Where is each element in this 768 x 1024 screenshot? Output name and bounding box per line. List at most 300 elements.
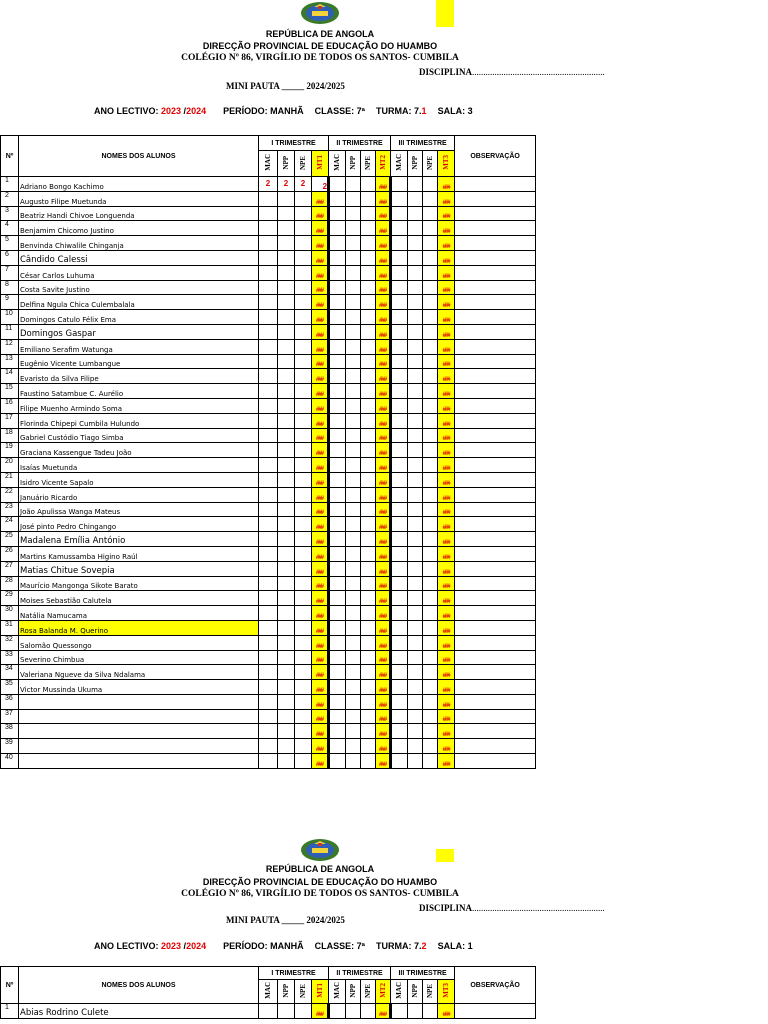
npp-2-cell[interactable] [346,472,361,487]
mac-1-cell[interactable] [259,754,278,769]
npp-1-cell[interactable] [278,591,295,606]
npe-2-cell[interactable] [361,546,376,561]
mt2-cell[interactable]: ### [376,680,391,695]
npe-1-cell[interactable] [295,236,312,251]
mac-2-cell[interactable] [329,724,346,739]
mt2-cell[interactable]: ### [376,606,391,621]
mac-2-cell[interactable] [329,620,346,635]
npp-2-cell[interactable] [346,532,361,547]
mt2-cell[interactable]: ### [376,754,391,769]
npe-1-cell[interactable] [295,561,312,576]
npe-1-cell[interactable] [295,191,312,206]
mac-3-cell[interactable] [391,413,408,428]
npe-3-cell[interactable] [423,739,438,754]
npp-3-cell[interactable] [408,250,423,265]
mt3-cell[interactable]: ### [438,295,455,310]
npe-3-cell[interactable] [423,754,438,769]
mt2-cell[interactable]: ### [376,620,391,635]
npe-1-cell[interactable] [295,620,312,635]
npe-3-cell[interactable] [423,591,438,606]
mt3-cell[interactable]: ### [438,369,455,384]
npe-1-cell[interactable] [295,739,312,754]
observacao-cell[interactable] [455,635,536,650]
observacao-cell[interactable] [455,413,536,428]
npp-3-cell[interactable] [408,739,423,754]
mac-3-cell[interactable] [391,472,408,487]
mt3-cell[interactable]: ### [438,576,455,591]
npp-1-cell[interactable] [278,650,295,665]
mac-1-cell[interactable] [259,546,278,561]
npe-3-cell[interactable] [423,324,438,339]
mac-3-cell[interactable] [391,620,408,635]
mac-1-cell[interactable] [259,428,278,443]
npp-2-cell[interactable] [346,487,361,502]
npp-1-cell[interactable] [278,443,295,458]
mac-3-cell[interactable] [391,517,408,532]
npp-3-cell[interactable] [408,680,423,695]
npe-3-cell[interactable] [423,428,438,443]
mt1-cell[interactable]: ### [312,532,329,547]
npe-2-cell[interactable] [361,369,376,384]
mt3-cell[interactable]: ### [438,502,455,517]
observacao-cell[interactable] [455,354,536,369]
mac-1-cell[interactable]: 2 [259,177,278,192]
npp-2-cell[interactable] [346,428,361,443]
observacao-cell[interactable] [455,487,536,502]
mac-2-cell[interactable] [329,384,346,399]
mt3-cell[interactable]: ### [438,384,455,399]
mt3-cell[interactable]: ### [438,739,455,754]
npe-1-cell[interactable] [295,576,312,591]
observacao-cell[interactable] [455,443,536,458]
npp-1-cell[interactable] [278,487,295,502]
npp-1-cell[interactable] [278,398,295,413]
npp-3-cell[interactable] [408,635,423,650]
mac-1-cell[interactable] [259,413,278,428]
npp-1-cell[interactable] [278,191,295,206]
mac-2-cell[interactable] [329,739,346,754]
mt1-cell[interactable]: ### [312,324,329,339]
npe-1-cell[interactable] [295,665,312,680]
mac-1-cell[interactable] [259,265,278,280]
npe-1-cell[interactable] [295,428,312,443]
mac-3-cell[interactable] [391,324,408,339]
npe-1-cell[interactable] [295,1004,312,1019]
npe-1-cell[interactable] [295,324,312,339]
npp-2-cell[interactable] [346,458,361,473]
mac-3-cell[interactable] [391,724,408,739]
mac-2-cell[interactable] [329,398,346,413]
observacao-cell[interactable] [455,191,536,206]
mt3-cell[interactable]: ### [438,650,455,665]
mac-3-cell[interactable] [391,561,408,576]
npe-3-cell[interactable] [423,472,438,487]
mt2-cell[interactable]: ### [376,221,391,236]
npp-2-cell[interactable] [346,650,361,665]
mac-3-cell[interactable] [391,1004,408,1019]
mt1-cell[interactable]: ### [312,650,329,665]
mac-2-cell[interactable] [329,561,346,576]
observacao-cell[interactable] [455,324,536,339]
npp-3-cell[interactable] [408,280,423,295]
observacao-cell[interactable] [455,458,536,473]
mac-2-cell[interactable] [329,546,346,561]
npp-1-cell[interactable] [278,236,295,251]
npp-2-cell[interactable] [346,310,361,325]
mac-1-cell[interactable] [259,739,278,754]
mt2-cell[interactable]: ### [376,398,391,413]
mt3-cell[interactable]: ### [438,517,455,532]
mac-1-cell[interactable] [259,650,278,665]
observacao-cell[interactable] [455,295,536,310]
mac-1-cell[interactable] [259,324,278,339]
mac-2-cell[interactable] [329,280,346,295]
npe-3-cell[interactable] [423,295,438,310]
mac-1-cell[interactable] [259,517,278,532]
npe-3-cell[interactable] [423,635,438,650]
mac-3-cell[interactable] [391,576,408,591]
npp-3-cell[interactable] [408,546,423,561]
mt3-cell[interactable]: ### [438,635,455,650]
npe-2-cell[interactable] [361,576,376,591]
npe-1-cell[interactable] [295,546,312,561]
npe-1-cell[interactable] [295,369,312,384]
mt1-cell[interactable]: ### [312,724,329,739]
mac-2-cell[interactable] [329,177,346,192]
npp-1-cell[interactable] [278,265,295,280]
npe-3-cell[interactable] [423,694,438,709]
npe-3-cell[interactable] [423,339,438,354]
npe-2-cell[interactable] [361,177,376,192]
mt2-cell[interactable]: ### [376,384,391,399]
npp-3-cell[interactable] [408,650,423,665]
npp-2-cell[interactable] [346,339,361,354]
npp-2-cell[interactable] [346,177,361,192]
npe-2-cell[interactable] [361,635,376,650]
mt1-cell[interactable]: ### [312,502,329,517]
npe-3-cell[interactable] [423,532,438,547]
npp-1-cell[interactable] [278,221,295,236]
npp-3-cell[interactable] [408,694,423,709]
npp-2-cell[interactable] [346,221,361,236]
mt2-cell[interactable]: ### [376,354,391,369]
npp-2-cell[interactable] [346,191,361,206]
npe-1-cell[interactable] [295,517,312,532]
mt3-cell[interactable]: ### [438,443,455,458]
mt3-cell[interactable]: ### [438,680,455,695]
mac-2-cell[interactable] [329,250,346,265]
mac-1-cell[interactable] [259,1004,278,1019]
observacao-cell[interactable] [455,206,536,221]
observacao-cell[interactable] [455,398,536,413]
mt2-cell[interactable]: ### [376,517,391,532]
mac-1-cell[interactable] [259,620,278,635]
mt1-cell[interactable]: ### [312,694,329,709]
mt2-cell[interactable]: ### [376,295,391,310]
npe-2-cell[interactable] [361,458,376,473]
npp-2-cell[interactable] [346,517,361,532]
npp-1-cell[interactable] [278,606,295,621]
npe-3-cell[interactable] [423,502,438,517]
mt2-cell[interactable]: ### [376,694,391,709]
mac-2-cell[interactable] [329,532,346,547]
mt2-cell[interactable]: ### [376,413,391,428]
mac-2-cell[interactable] [329,310,346,325]
npe-3-cell[interactable] [423,665,438,680]
npp-3-cell[interactable] [408,265,423,280]
mac-1-cell[interactable] [259,532,278,547]
mt3-cell[interactable]: ### [438,487,455,502]
npe-1-cell[interactable] [295,250,312,265]
mac-3-cell[interactable] [391,591,408,606]
mac-3-cell[interactable] [391,739,408,754]
mt1-cell[interactable]: ### [312,517,329,532]
npp-3-cell[interactable] [408,324,423,339]
npp-3-cell[interactable] [408,591,423,606]
observacao-cell[interactable] [455,177,536,192]
mt3-cell[interactable]: ### [438,354,455,369]
npe-3-cell[interactable] [423,576,438,591]
mac-2-cell[interactable] [329,458,346,473]
mac-3-cell[interactable] [391,606,408,621]
npp-1-cell[interactable] [278,458,295,473]
npp-2-cell[interactable] [346,443,361,458]
mt2-cell[interactable]: ### [376,339,391,354]
observacao-cell[interactable] [455,546,536,561]
mac-2-cell[interactable] [329,339,346,354]
mac-1-cell[interactable] [259,576,278,591]
npp-1-cell[interactable]: 2 [278,177,295,192]
npe-3-cell[interactable] [423,369,438,384]
npp-1-cell[interactable] [278,384,295,399]
npe-3-cell[interactable] [423,546,438,561]
mac-3-cell[interactable] [391,650,408,665]
npp-1-cell[interactable] [278,310,295,325]
mac-3-cell[interactable] [391,754,408,769]
mac-2-cell[interactable] [329,1004,346,1019]
npp-1-cell[interactable] [278,546,295,561]
npe-3-cell[interactable] [423,443,438,458]
observacao-cell[interactable] [455,339,536,354]
npe-2-cell[interactable] [361,236,376,251]
npe-2-cell[interactable] [361,1004,376,1019]
npp-1-cell[interactable] [278,620,295,635]
mt3-cell[interactable]: ### [438,177,455,192]
mac-3-cell[interactable] [391,502,408,517]
observacao-cell[interactable] [455,265,536,280]
observacao-cell[interactable] [455,502,536,517]
mt1-cell[interactable]: 2 [312,177,329,192]
mac-1-cell[interactable] [259,398,278,413]
npe-1-cell[interactable] [295,724,312,739]
mac-1-cell[interactable] [259,458,278,473]
npe-2-cell[interactable] [361,250,376,265]
mt1-cell[interactable]: ### [312,472,329,487]
mac-1-cell[interactable] [259,561,278,576]
npe-1-cell[interactable] [295,339,312,354]
npp-3-cell[interactable] [408,206,423,221]
mt2-cell[interactable]: ### [376,576,391,591]
mt1-cell[interactable]: ### [312,576,329,591]
mac-3-cell[interactable] [391,265,408,280]
npe-1-cell[interactable] [295,310,312,325]
npe-2-cell[interactable] [361,206,376,221]
mac-2-cell[interactable] [329,354,346,369]
observacao-cell[interactable] [455,739,536,754]
npe-2-cell[interactable] [361,295,376,310]
npp-2-cell[interactable] [346,739,361,754]
mac-2-cell[interactable] [329,206,346,221]
observacao-cell[interactable] [455,650,536,665]
observacao-cell[interactable] [455,754,536,769]
mt1-cell[interactable]: ### [312,250,329,265]
mt1-cell[interactable]: ### [312,398,329,413]
mt3-cell[interactable]: ### [438,250,455,265]
npp-1-cell[interactable] [278,517,295,532]
npp-2-cell[interactable] [346,576,361,591]
mac-3-cell[interactable] [391,487,408,502]
mac-3-cell[interactable] [391,532,408,547]
npp-2-cell[interactable] [346,546,361,561]
mt1-cell[interactable]: ### [312,339,329,354]
npe-2-cell[interactable] [361,413,376,428]
mt2-cell[interactable]: ### [376,502,391,517]
mac-3-cell[interactable] [391,221,408,236]
mt2-cell[interactable]: ### [376,591,391,606]
mt2-cell[interactable]: ### [376,265,391,280]
mac-3-cell[interactable] [391,310,408,325]
npp-3-cell[interactable] [408,754,423,769]
mac-1-cell[interactable] [259,694,278,709]
mt1-cell[interactable]: ### [312,310,329,325]
npp-2-cell[interactable] [346,502,361,517]
mt2-cell[interactable]: ### [376,369,391,384]
npp-2-cell[interactable] [346,324,361,339]
npe-2-cell[interactable] [361,472,376,487]
mac-2-cell[interactable] [329,295,346,310]
mac-2-cell[interactable] [329,517,346,532]
observacao-cell[interactable] [455,561,536,576]
npp-2-cell[interactable] [346,236,361,251]
npp-2-cell[interactable] [346,369,361,384]
mt1-cell[interactable]: ### [312,754,329,769]
mt2-cell[interactable]: ### [376,191,391,206]
mt1-cell[interactable]: ### [312,458,329,473]
mt2-cell[interactable]: ### [376,280,391,295]
mac-3-cell[interactable] [391,458,408,473]
mt1-cell[interactable]: ### [312,236,329,251]
npe-2-cell[interactable] [361,384,376,399]
mt1-cell[interactable]: ### [312,487,329,502]
npe-1-cell[interactable] [295,709,312,724]
npe-1-cell[interactable] [295,443,312,458]
npp-2-cell[interactable] [346,694,361,709]
mac-2-cell[interactable] [329,606,346,621]
npp-1-cell[interactable] [278,561,295,576]
npp-1-cell[interactable] [278,280,295,295]
npp-3-cell[interactable] [408,310,423,325]
mt1-cell[interactable]: ### [312,620,329,635]
npp-1-cell[interactable] [278,428,295,443]
observacao-cell[interactable] [455,680,536,695]
mt3-cell[interactable]: ### [438,339,455,354]
mt1-cell[interactable]: ### [312,280,329,295]
npe-2-cell[interactable] [361,517,376,532]
npp-1-cell[interactable] [278,532,295,547]
npp-3-cell[interactable] [408,665,423,680]
npp-3-cell[interactable] [408,354,423,369]
npp-3-cell[interactable] [408,502,423,517]
npp-3-cell[interactable] [408,177,423,192]
npe-2-cell[interactable] [361,739,376,754]
mac-3-cell[interactable] [391,250,408,265]
mac-3-cell[interactable] [391,428,408,443]
npp-2-cell[interactable] [346,591,361,606]
mt3-cell[interactable]: ### [438,413,455,428]
mac-1-cell[interactable] [259,680,278,695]
mac-3-cell[interactable] [391,369,408,384]
mt1-cell[interactable]: ### [312,443,329,458]
npe-1-cell[interactable] [295,295,312,310]
mac-2-cell[interactable] [329,472,346,487]
npe-3-cell[interactable] [423,413,438,428]
npe-3-cell[interactable] [423,487,438,502]
npe-3-cell[interactable] [423,354,438,369]
observacao-cell[interactable] [455,310,536,325]
mt1-cell[interactable]: ### [312,606,329,621]
npe-2-cell[interactable] [361,694,376,709]
npp-3-cell[interactable] [408,517,423,532]
mac-2-cell[interactable] [329,576,346,591]
mt2-cell[interactable]: ### [376,635,391,650]
npe-3-cell[interactable] [423,236,438,251]
npp-2-cell[interactable] [346,665,361,680]
npp-3-cell[interactable] [408,458,423,473]
observacao-cell[interactable] [455,591,536,606]
npe-2-cell[interactable] [361,324,376,339]
mac-3-cell[interactable] [391,694,408,709]
npe-3-cell[interactable] [423,561,438,576]
mac-1-cell[interactable] [259,280,278,295]
mac-3-cell[interactable] [391,354,408,369]
npe-3-cell[interactable] [423,221,438,236]
mac-1-cell[interactable] [259,709,278,724]
npp-2-cell[interactable] [346,250,361,265]
mac-1-cell[interactable] [259,354,278,369]
npe-3-cell[interactable] [423,398,438,413]
npp-3-cell[interactable] [408,295,423,310]
mt2-cell[interactable]: ### [376,206,391,221]
mt1-cell[interactable]: ### [312,635,329,650]
mac-1-cell[interactable] [259,339,278,354]
npe-1-cell[interactable] [295,472,312,487]
npp-2-cell[interactable] [346,1004,361,1019]
observacao-cell[interactable] [455,428,536,443]
mt2-cell[interactable]: ### [376,665,391,680]
mac-1-cell[interactable] [259,487,278,502]
mt3-cell[interactable]: ### [438,265,455,280]
npp-1-cell[interactable] [278,709,295,724]
npp-2-cell[interactable] [346,754,361,769]
mac-1-cell[interactable] [259,206,278,221]
mt2-cell[interactable]: ### [376,739,391,754]
mt3-cell[interactable]: ### [438,1004,455,1019]
mt2-cell[interactable]: ### [376,532,391,547]
npe-3-cell[interactable] [423,680,438,695]
mt3-cell[interactable]: ### [438,221,455,236]
npp-2-cell[interactable] [346,413,361,428]
mac-2-cell[interactable] [329,665,346,680]
